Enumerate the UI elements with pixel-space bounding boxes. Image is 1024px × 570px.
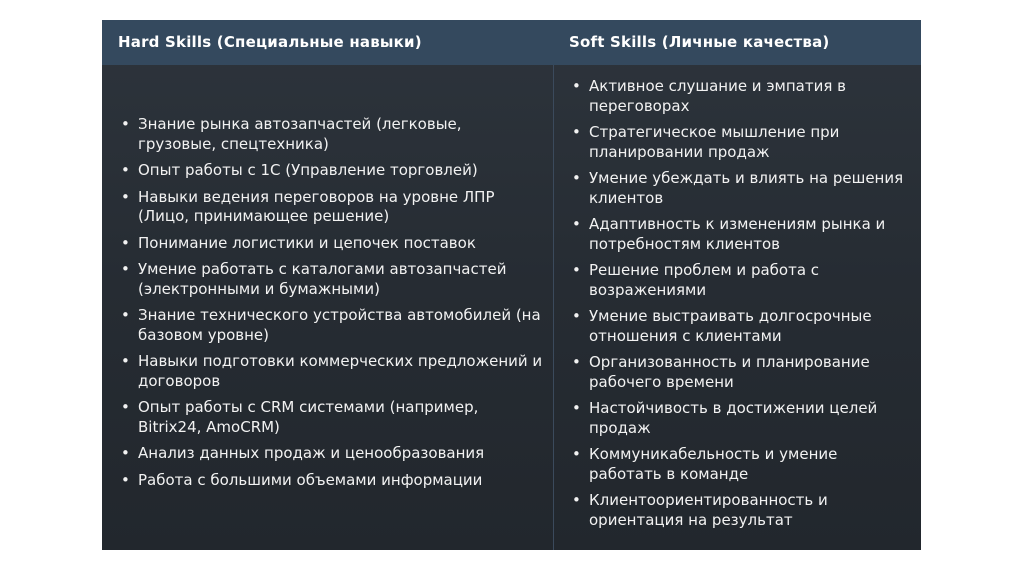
table-header [102, 20, 921, 65]
soft-skill-item [569, 399, 909, 438]
bullet-icon: • [121, 260, 130, 278]
column-divider [553, 65, 554, 550]
hard-skill-item [118, 115, 543, 154]
skill-text: Опыт работы с CRM системами (например, Bitrix24, AmoCRM) [138, 398, 479, 436]
soft-skill-item [569, 215, 909, 254]
soft-skill-item [569, 77, 909, 116]
skill-text: Анализ данных продаж и ценообразования [138, 444, 485, 462]
bullet-icon: • [572, 399, 581, 417]
hard-skill-item [118, 398, 543, 437]
skill-text: Коммуникабельность и умение работать в команде [589, 445, 838, 483]
skill-text: Навыки подготовки коммерческих предложений и договоров [138, 352, 543, 390]
bullet-icon: • [572, 307, 581, 325]
skill-text: Знание технического устройства автомобилей (на базовом уровне) [138, 306, 541, 344]
skill-text: Знание рынка автозапчастей (легковые, грузовые, спецтехника) [138, 115, 462, 153]
hard-skills-header: Hard Skills (Специальные навыки) [118, 33, 422, 51]
bullet-icon: • [121, 187, 130, 206]
hard-skill-item [118, 306, 543, 345]
soft-skills-list [569, 77, 909, 537]
skill-text: Работа с большими объемами информации [138, 470, 483, 489]
skill-text: Умение работать с каталогами автозапчастей (электронными и бумажными) [138, 260, 507, 298]
hard-skill-item [118, 444, 543, 464]
skill-text: Понимание логистики и цепочек поставок [138, 233, 476, 252]
bullet-icon: • [121, 233, 130, 252]
hard-skill-item [118, 188, 543, 227]
bullet-icon: • [572, 77, 581, 95]
hard-skill-item [118, 234, 543, 254]
skill-text: Активное слушание и эмпатия в переговорах [589, 77, 846, 115]
hard-skill-item [118, 161, 543, 181]
bullet-icon: • [572, 169, 581, 187]
bullet-icon: • [121, 161, 130, 179]
skill-text: Организованность и планирование рабочего времени [589, 353, 870, 391]
hard-skill-item [118, 260, 543, 299]
bullet-icon: • [572, 123, 581, 141]
hard-skills-list [118, 115, 543, 497]
bullet-icon: • [121, 444, 130, 462]
soft-skill-item [569, 169, 909, 208]
bullet-icon: • [572, 353, 581, 371]
bullet-icon: • [121, 398, 130, 416]
hard-skill-item [118, 471, 543, 491]
skill-text: Адаптивность к изменениям рынка и потребностям клиентов [589, 215, 886, 253]
soft-skill-item [569, 445, 909, 484]
soft-skills-header: Soft Skills (Личные качества) [569, 33, 830, 51]
bullet-icon: • [121, 306, 130, 324]
skill-text: Умение выстраивать долгосрочные отношения с клиентами [589, 307, 872, 345]
bullet-icon: • [572, 215, 581, 233]
bullet-icon: • [121, 115, 130, 133]
skill-text: Настойчивость в достижении целей продаж [589, 399, 878, 437]
skill-text: Навыки ведения переговоров на уровне ЛПР (Лицо, принимающее решение) [138, 187, 495, 225]
bullet-icon: • [572, 491, 581, 509]
bullet-icon: • [572, 445, 581, 463]
soft-skill-item [569, 307, 909, 346]
bullet-icon: • [572, 261, 581, 279]
skill-text: Клиентоориентированность и ориентация на результат [589, 491, 828, 529]
skill-text: Решение проблем и работа с возражениями [589, 261, 820, 299]
skill-text: Умение убеждать и влиять на решения клиентов [589, 169, 904, 207]
soft-skill-item [569, 261, 909, 300]
hard-skill-item [118, 352, 543, 391]
soft-skill-item [569, 123, 909, 162]
skill-text: Стратегическое мышление при планировании продаж [589, 123, 840, 161]
bullet-icon: • [121, 470, 130, 489]
skill-text: Опыт работы с 1С (Управление торговлей) [138, 161, 478, 179]
soft-skill-item [569, 353, 909, 392]
bullet-icon: • [121, 352, 130, 370]
skills-table [102, 20, 921, 550]
soft-skill-item [569, 491, 909, 530]
